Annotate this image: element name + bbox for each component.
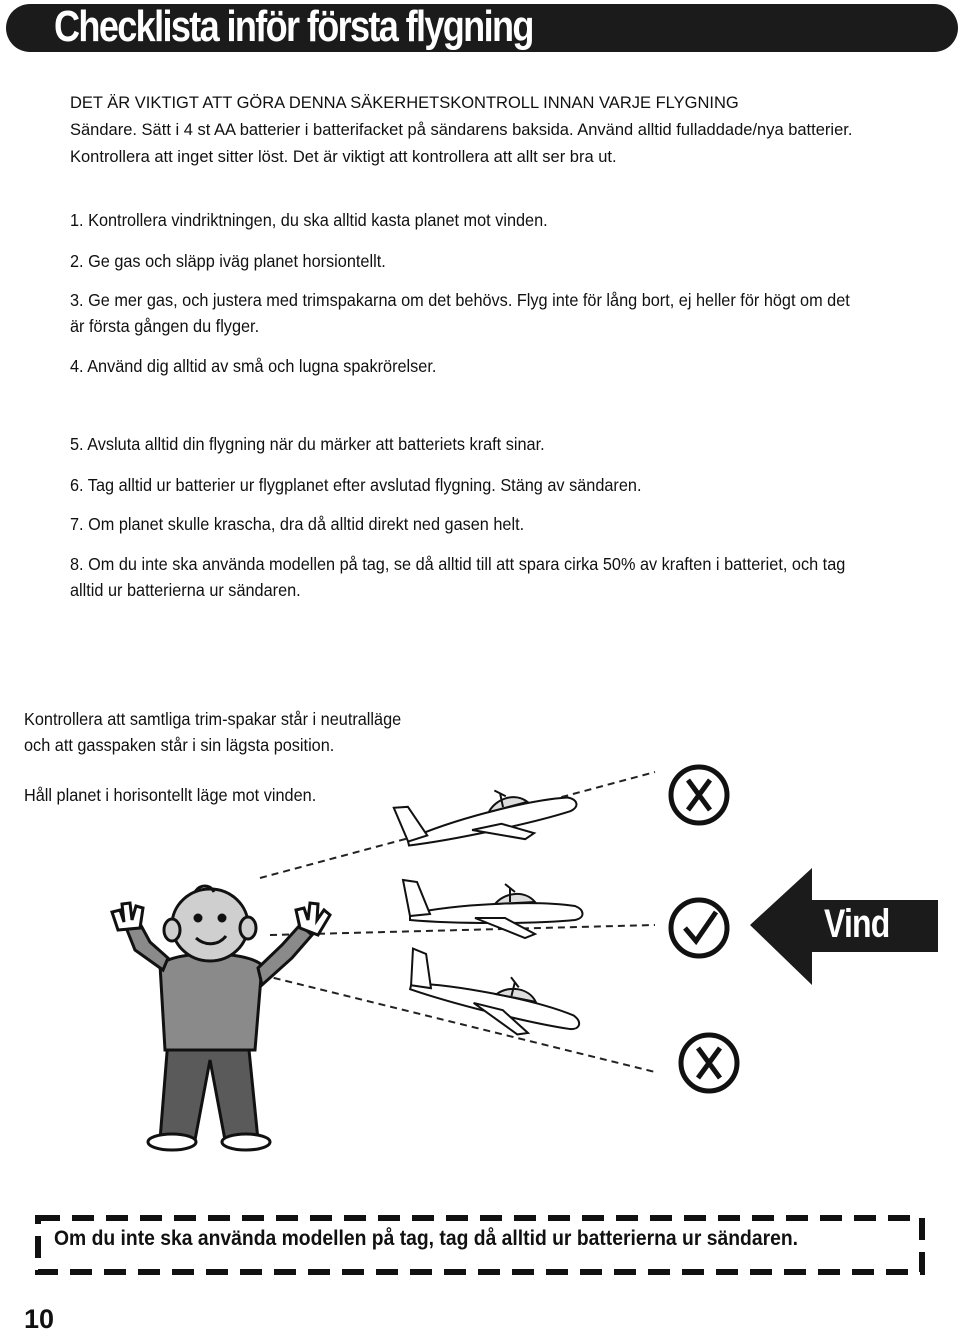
- page-title: Checklista inför första flygning: [54, 2, 533, 51]
- wind-label: Vind: [824, 902, 890, 946]
- instruction-hold: Håll planet i horisontellt läge mot vinden.: [24, 785, 317, 805]
- intro-line-transmitter: Sändare. Sätt i 4 st AA batterier i batterifacket på sändarens baksida. Använd alltid fulladdade/nya batterier.: [70, 121, 853, 139]
- cross-icon: [671, 767, 727, 823]
- step-6: 6. Tag alltid ur batterier ur flygplanet efter avslutad flygning. Stäng av sändaren.: [70, 475, 642, 495]
- page-number: 10: [24, 1304, 55, 1334]
- airplane-icon: [394, 770, 582, 864]
- step-1: 1. Kontrollera vindriktningen, du ska alltid kasta planet mot vinden.: [70, 210, 548, 230]
- instruction-throttle: och att gasspaken står i sin lägsta position.: [24, 735, 335, 755]
- step-3: 3. Ge mer gas, och justera med trimspakarna om det behövs. Flyg inte för lång bort, ej heller för högt om det är första gången du flyger.: [70, 290, 850, 336]
- banner-text: Om du inte ska använda modellen på tag, tag då alltid ur batterierna ur sändaren.: [54, 1227, 799, 1250]
- intro-heading: DET ÄR VIKTIGT ATT GÖRA DENNA SÄKERHETSKONTROLL INNAN VARJE FLYGNING: [70, 94, 739, 112]
- step-5: 5. Avsluta alltid din flygning när du märker att batteriets kraft sinar.: [70, 434, 545, 454]
- step-4: 4. Använd dig alltid av små och lugna spakrörelser.: [70, 356, 437, 376]
- step-2: 2. Ge gas och släpp iväg planet horsiontellt.: [70, 251, 386, 271]
- airplane-icon: [399, 949, 587, 1049]
- boy-figure: [112, 886, 330, 1150]
- cross-icon: [681, 1035, 737, 1091]
- check-icon: [671, 900, 727, 956]
- step-7: 7. Om planet skulle krascha, dra då alltid direkt ned gasen helt.: [70, 514, 525, 534]
- step-8: 8. Om du inte ska använda modellen på tag, se då alltid till att spara cirka 50% av kraften i batteriet, och tag alltid ur batterierna ur sändaren.: [70, 554, 846, 600]
- intro-line-check: Kontrollera att inget sitter löst. Det är viktigt att kontrollera att allt ser bra ut.: [70, 148, 617, 166]
- instruction-trim: Kontrollera att samtliga trim-spakar står i neutralläge: [24, 709, 402, 729]
